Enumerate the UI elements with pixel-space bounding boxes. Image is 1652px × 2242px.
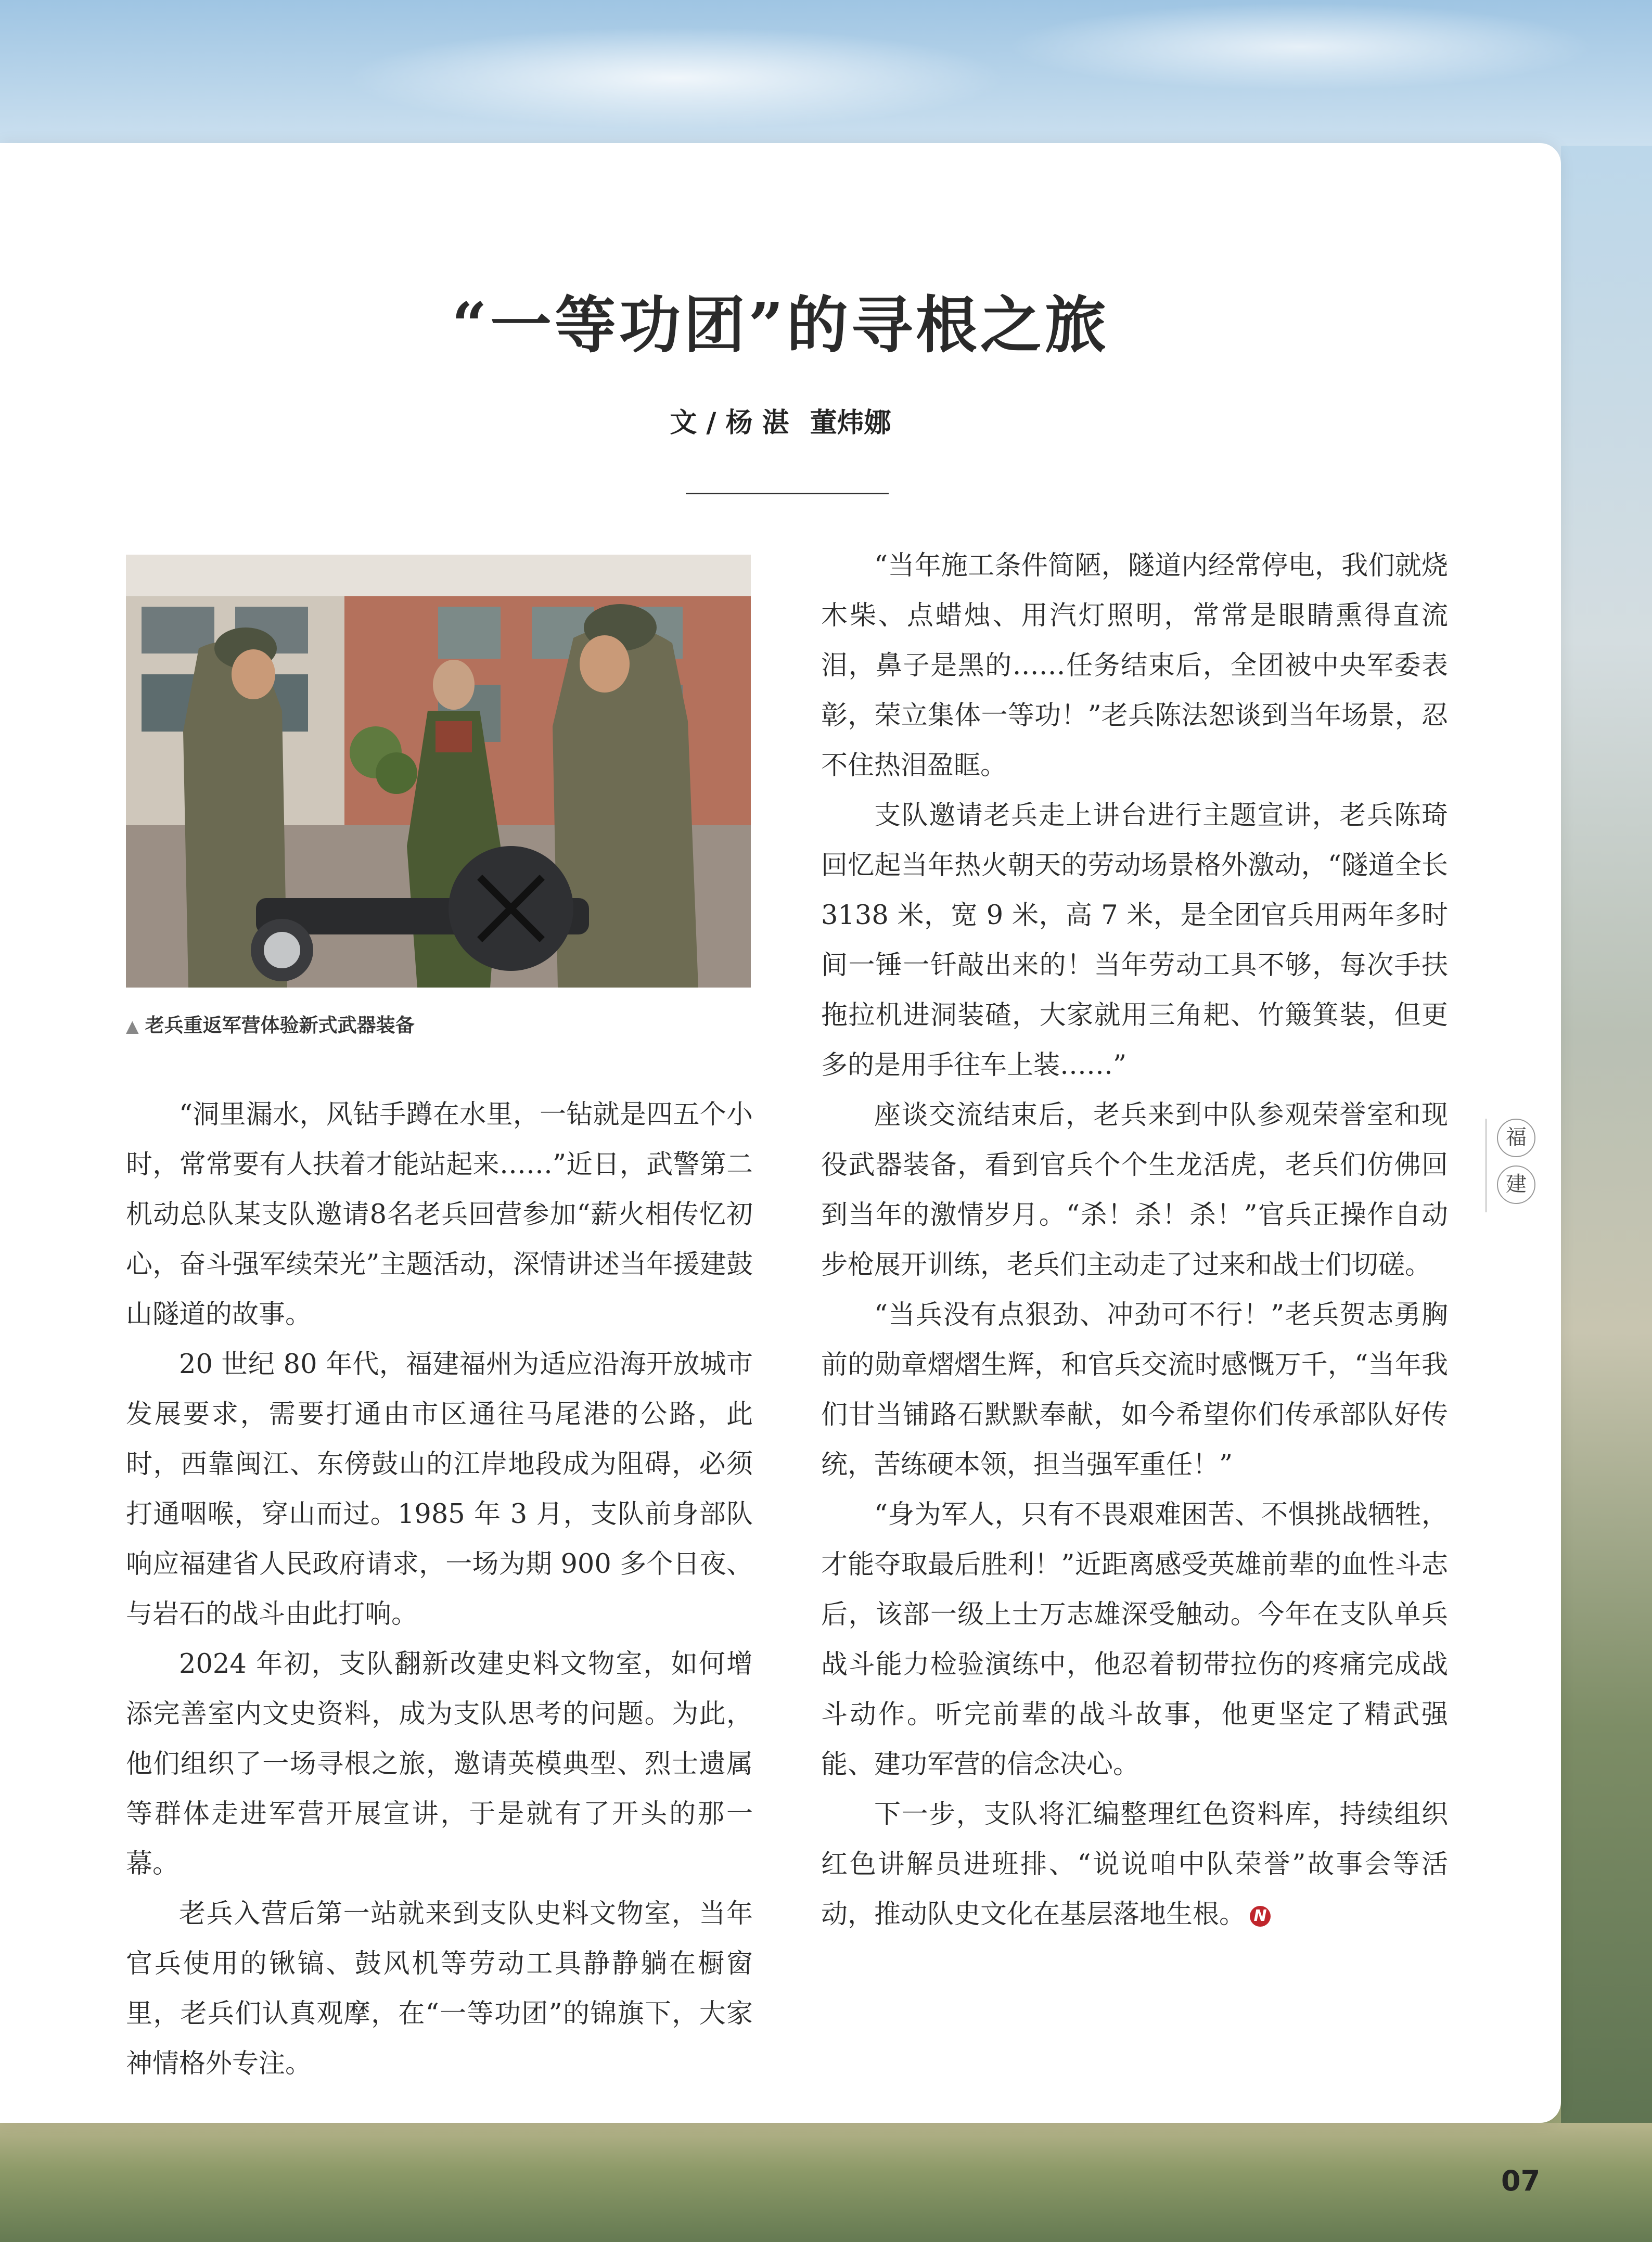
article-title: “一等功团”的寻根之旅: [452, 289, 1109, 361]
author-name: 杨 湛: [725, 407, 789, 439]
paragraph: “当兵没有点狠劲、冲劲可不行！”老兵贺志勇胸前的勋章熠熠生辉，和官兵交流时感慨万千，“当年我们甘当铺路石默默奉献，如今希望你们传承部队好传统，苦练硬本领，担当强军重任！”: [821, 1300, 1448, 1480]
scenery-background: [1561, 146, 1652, 2123]
paragraph: “洞里漏水，风钻手蹲在水里，一钻就是四五个小时，常常要有人扶着才能站起来……”近日，武警第二机动总队某支队邀请8名老兵回营参加“薪火相传忆初心，奋斗强军续荣光”主题活动，深情讲述当年援建鼓山隧道的故事。: [126, 1099, 753, 1330]
card-notch: [1519, 2082, 1542, 2105]
photo-caption: [126, 1009, 415, 1037]
paragraph: 座谈交流结束后，老兵来到中队参观荣誉室和现役武器装备，看到官兵个个生龙活虎，老兵们仿佛回到当年的激情岁月。“杀！杀！杀！”官兵正操作自动步枪展开训练，老兵们主动走了过来和战士们切磋。: [821, 1100, 1448, 1280]
veterans-soldiers-photo: [126, 555, 751, 988]
paragraph: 20 世纪 80 年代，福建福州为适应沿海开放城市发展要求，需要打通由市区通往马尾港的公路，此时，西靠闽江、东傍鼓山的江岸地段成为阻碍，必须打通咽喉，穿山而过。1985 年 3 月，支队前身部队响应福建省人民政府请求，一场为期 900 多个日夜、与岩石的战斗由此打响。: [126, 1349, 753, 1630]
page-number: 07: [1501, 2164, 1541, 2197]
paragraph: 老兵入营后第一站就来到支队史料文物室，当年官兵使用的锹镐、鼓风机等劳动工具静静躺在橱窗里，老兵们认真观摩，在“一等功团”的锦旗下，大家神情格外专注。: [126, 1899, 753, 2079]
byline: [0, 401, 1561, 440]
paragraph-final: [821, 1790, 1448, 1940]
end-mark-icon: N: [1250, 1906, 1271, 1927]
paragraph: 支队邀请老兵走上讲台进行主题宣讲，老兵陈琦回忆起当年热火朝天的劳动场景格外激动，“隧道全长 3138 米，宽 9 米，高 7 米，是全团官兵用两年多时间一锤一钎敲出来的！当年劳动工具不够，每次手扶拖拉机进洞装碴，大家就用三角耙、竹簸箕装，但更多的是用手往车上装……”: [821, 800, 1448, 1081]
byline-prefix: 文 /: [670, 407, 726, 439]
article-photo: [126, 555, 751, 988]
caption-triangle-icon: ▲: [126, 1016, 139, 1036]
paragraph-text: 下一步，支队将汇编整理红色资料库，持续组织红色讲解员进班排、“说说咱中队荣誉”故事会等活动，推动队史文化在基层落地生根。: [821, 1799, 1448, 1930]
ground-background: [0, 2123, 1652, 2242]
region-tag-char: 福: [1497, 1119, 1535, 1157]
caption-text: 老兵重返军营体验新式武器装备: [145, 1014, 415, 1036]
region-tag: [1485, 1119, 1544, 1212]
author-name: 董炜娜: [810, 407, 891, 439]
region-tag-char: 建: [1497, 1165, 1535, 1204]
paragraph: “身为军人，只有不畏艰难困苦、不惧挑战牺牲，才能夺取最后胜利！”近距离感受英雄前辈的血性斗志后，该部一级上士万志雄深受触动。今年在支队单兵战斗能力检验演练中，他忍着韧带拉伤的疼痛完成战斗动作。听完前辈的战斗故事，他更坚定了精武强能、建功军营的信念决心。: [821, 1500, 1448, 1780]
right-column: [821, 541, 1448, 1940]
card-notch: [1519, 165, 1542, 188]
sky-background: [0, 0, 1652, 156]
paragraph: “当年施工条件简陋，隧道内经常停电，我们就烧木柴、点蜡烛、用汽灯照明，常常是眼睛熏得直流泪，鼻子是黑的……任务结束后，全团被中央军委表彰，荣立集体一等功！”老兵陈法恕谈到当年场景，忍不住热泪盈眶。: [821, 550, 1448, 781]
title-divider: [686, 493, 889, 494]
left-column: [126, 1090, 753, 2089]
paragraph: 2024 年初，支队翻新改建史料文物室，如何增添完善室内文史资料，成为支队思考的问题。为此，他们组织了一场寻根之旅，邀请英模典型、烈士遗属等群体走进军营开展宣讲，于是就有了开头的那一幕。: [126, 1649, 753, 1879]
